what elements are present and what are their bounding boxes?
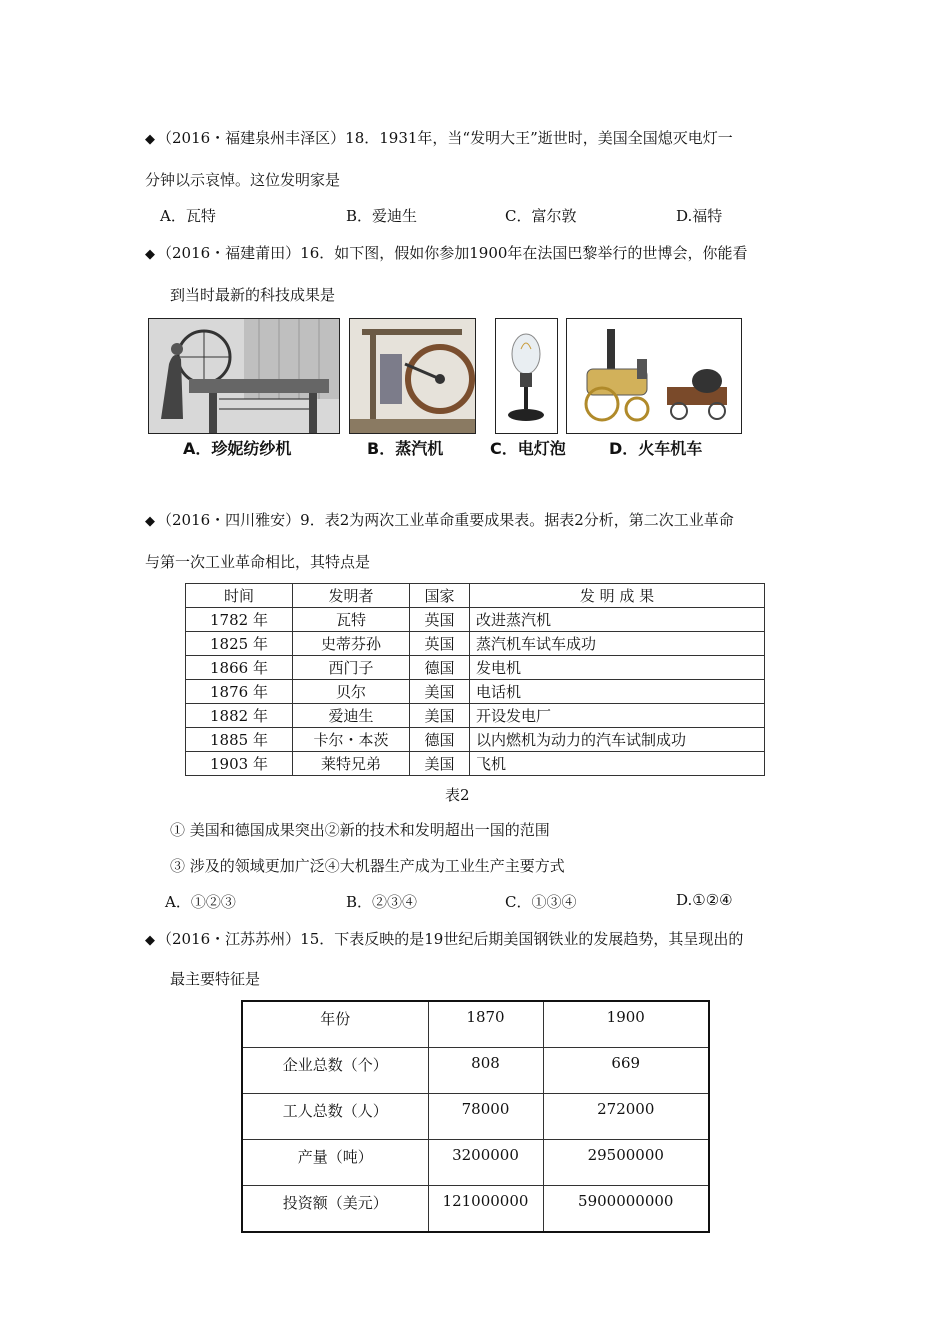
diamond-bullet-icon: ◆ <box>145 132 155 147</box>
table-cell: 1885 年 <box>186 728 293 752</box>
table-cell: 5900000000 <box>543 1186 709 1233</box>
table-cell: 开设发电厂 <box>470 704 765 728</box>
table-cell: 1903 年 <box>186 752 293 776</box>
table-row <box>186 608 765 632</box>
q9-stem-line2: 与第一次工业革命相比，其特点是 <box>145 553 371 571</box>
table-cell: 1900 <box>543 1001 709 1048</box>
q16-stem-line1: ◆ （2016・福建莆田）16．如下图，假如你参加1900年在法国巴黎举行的世博会，你能看 <box>145 244 748 262</box>
table-cell: 美国 <box>410 704 470 728</box>
caption-c: C．电灯泡 <box>490 439 566 458</box>
table-header: 国家 <box>410 584 470 608</box>
table-header: 时间 <box>186 584 293 608</box>
table-cell: 29500000 <box>543 1140 709 1186</box>
table-row <box>186 680 765 704</box>
table-cell: 美国 <box>410 680 470 704</box>
q9-option-c: C．①③④ <box>505 893 577 911</box>
table-row <box>186 632 765 656</box>
table-cell: 英国 <box>410 632 470 656</box>
q18-option-c: C．富尔敦 <box>505 207 577 225</box>
table-cell: 以内燃机为动力的汽车试制成功 <box>470 728 765 752</box>
table-cell: 瓦特 <box>293 608 410 632</box>
table-cell: 年份 <box>242 1001 428 1048</box>
diamond-bullet-icon: ◆ <box>145 933 155 948</box>
spinning-jenny-image <box>148 318 340 434</box>
table-cell: 改进蒸汽机 <box>470 608 765 632</box>
table-cell: 德国 <box>410 656 470 680</box>
q9-statement-line2: ③ 涉及的领域更加广泛④大机器生产成为工业生产主要方式 <box>170 857 565 875</box>
table-row <box>186 728 765 752</box>
table-cell: 电话机 <box>470 680 765 704</box>
caption-d: D．火车机车 <box>609 439 703 458</box>
q15-stem-line2: 最主要特征是 <box>170 970 261 988</box>
q16-stem-line2: 到当时最新的科技成果是 <box>170 286 336 304</box>
q9-option-b: B．②③④ <box>346 893 418 911</box>
table-row <box>186 704 765 728</box>
table-cell: 贝尔 <box>293 680 410 704</box>
table-caption: 表2 <box>445 786 470 804</box>
table-cell: 英国 <box>410 608 470 632</box>
table-header: 发 明 成 果 <box>470 584 765 608</box>
table-cell: 1882 年 <box>186 704 293 728</box>
q18-option-d: D.福特 <box>676 207 723 225</box>
table-cell: 808 <box>428 1048 543 1094</box>
table-header-row <box>186 584 765 608</box>
q15-stem-line1: ◆ （2016・江苏苏州）15．下表反映的是19世纪后期美国钢铁业的发展趋势，其呈现出的 <box>145 930 744 948</box>
table-row <box>242 1001 709 1048</box>
table-row <box>242 1186 709 1233</box>
steam-engine-image <box>349 318 476 434</box>
table-cell: 1866 年 <box>186 656 293 680</box>
table-cell: 产量（吨） <box>242 1140 428 1186</box>
table-cell: 莱特兄弟 <box>293 752 410 776</box>
table-cell: 1870 <box>428 1001 543 1048</box>
table-row <box>186 656 765 680</box>
table-cell: 美国 <box>410 752 470 776</box>
table-cell: 1782 年 <box>186 608 293 632</box>
table-cell: 669 <box>543 1048 709 1094</box>
table-cell: 1825 年 <box>186 632 293 656</box>
q9-option-a: A．①②③ <box>165 893 236 911</box>
inventions-table <box>185 583 765 776</box>
table-cell: 企业总数（个） <box>242 1048 428 1094</box>
q18-stem-line1: ◆ （2016・福建泉州丰泽区）18．1931年，当“发明大王”逝世时，美国全国熄灭电灯一 <box>145 129 733 147</box>
table-cell: 投资额（美元） <box>242 1186 428 1233</box>
table-cell: 德国 <box>410 728 470 752</box>
q18-stem-line2: 分钟以示哀悼。这位发明家是 <box>145 171 341 189</box>
table-cell: 3200000 <box>428 1140 543 1186</box>
table-cell: 蒸汽机车试车成功 <box>470 632 765 656</box>
table-cell: 1876 年 <box>186 680 293 704</box>
q18-option-a: A．瓦特 <box>160 207 216 225</box>
table-cell: 121000000 <box>428 1186 543 1233</box>
table-cell: 西门子 <box>293 656 410 680</box>
table-row <box>242 1094 709 1140</box>
locomotive-image <box>566 318 742 434</box>
table-cell: 工人总数（人） <box>242 1094 428 1140</box>
table-cell: 78000 <box>428 1094 543 1140</box>
table-row <box>186 752 765 776</box>
steel-industry-table <box>241 1000 710 1233</box>
table-cell: 卡尔・本茨 <box>293 728 410 752</box>
table-header: 发明者 <box>293 584 410 608</box>
q9-statement-line1: ① 美国和德国成果突出②新的技术和发明超出一国的范围 <box>170 821 550 839</box>
table-cell: 爱迪生 <box>293 704 410 728</box>
q9-option-d: D.①②④ <box>676 891 733 909</box>
table-cell: 272000 <box>543 1094 709 1140</box>
caption-a: A．珍妮纺纱机 <box>183 439 292 458</box>
table-cell: 发电机 <box>470 656 765 680</box>
q9-stem-line1: ◆ （2016・四川雅安）9．表2为两次工业革命重要成果表。据表2分析，第二次工业革命 <box>145 511 734 529</box>
q18-option-b: B．爱迪生 <box>346 207 418 225</box>
light-bulb-image <box>495 318 558 434</box>
diamond-bullet-icon: ◆ <box>145 247 155 262</box>
table-cell: 飞机 <box>470 752 765 776</box>
table-cell: 史蒂芬孙 <box>293 632 410 656</box>
caption-b: B．蒸汽机 <box>367 439 444 458</box>
table-row <box>242 1048 709 1094</box>
table-row <box>242 1140 709 1186</box>
diamond-bullet-icon: ◆ <box>145 514 155 529</box>
